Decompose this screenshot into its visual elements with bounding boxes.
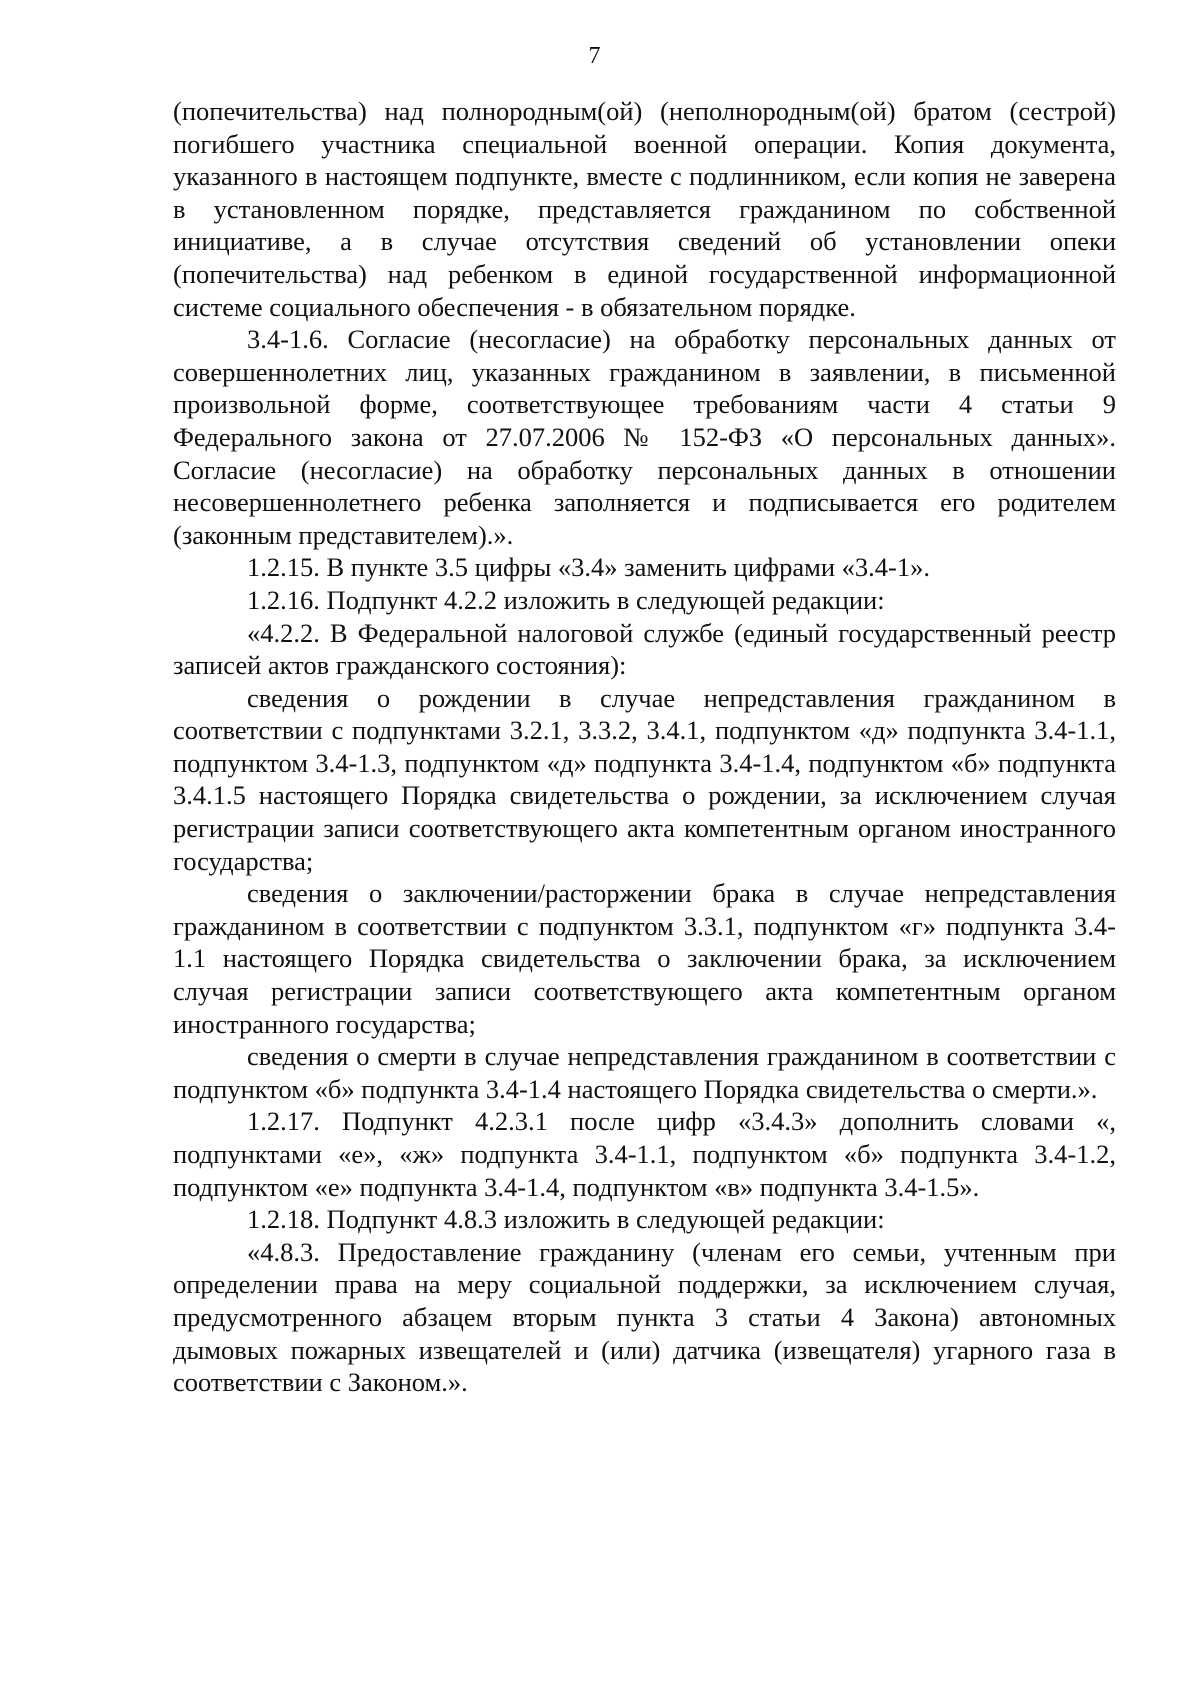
paragraph-1-2-16: 1.2.16. Подпункт 4.2.2 изложить в следующей редакции: — [247, 584, 885, 615]
page-number: 7 — [588, 43, 601, 69]
paragraph-marriage-info: сведения о заключении/расторжении брака в случае непредставления гражданином в соответствии с подпунктом 3.3.1, подпунктом «г» подпункта 3.4-1.1 настоящего Порядка свидетельства о заключении брака, за исключением случая регистрации записи соответствующего акта компетентным органом иностранного государства; — [173, 878, 1116, 1039]
paragraph-4-2-2: «4.2.2. В Федеральной налоговой службе (единый государственный реестр записей актов гражданского состояния): — [173, 617, 1116, 681]
paragraph-1-2-17: 1.2.17. Подпункт 4.2.3.1 после цифр «3.4.3» дополнить словами «, подпунктами «е», «ж» подпункта 3.4-1.1, подпунктом «б» подпункта 3.4-1.2, подпунктом «е» подпункта 3.4-1.4, подпунктом «в» подпункта 3.4-1.5». — [173, 1106, 1116, 1202]
paragraph-1-2-18: 1.2.18. Подпункт 4.8.3 изложить в следующей редакции: — [247, 1204, 885, 1235]
document-body — [173, 95, 1116, 1399]
paragraph-death-info: сведения о смерти в случае непредставления гражданином в соответствии с подпунктом «б» подпункта 3.4-1.4 настоящего Порядка свидетельства о смерти.». — [173, 1041, 1116, 1104]
paragraph-4-8-3: «4.8.3. Предоставление гражданину (членам его семьи, учтенным при определении права на меру социальной поддержки, за исключением случая, предусмотренного абзацем вторым пункта 3 статьи 4 Закона) автономных дымовых пожарных извещателей и (или) датчика (извещателя) угарного газа в соответствии с Законом.». — [173, 1236, 1116, 1398]
paragraph-1-2-15: 1.2.15. В пункте 3.5 цифры «3.4» заменить цифрами «3.4-1». — [247, 552, 930, 583]
paragraph-continuation: (попечительства) над полнородным(ой) (неполнородным(ой) братом (сестрой) погибшего участника специальной военной операции. Копия документа, указанного в настоящем подпункте, вместе с подлинником, если копия не заверена в установленном порядке, представляется гражданином по собственной инициативе, а в случае отсутствия сведений об установлении опеки (попечительства) над ребенком в единой государственной информационной системе социального обеспечения - в обязательном порядке. — [173, 96, 1116, 322]
paragraph-birth-info: сведения о рождении в случае непредставления гражданином в соответствии с подпунктами 3.2.1, 3.3.2, 3.4.1, подпунктом «д» подпункта 3.4-1.1, подпунктом 3.4-1.3, подпунктом «д» подпункта 3.4-1.4, подпунктом «б» подпункта 3.4.1.5 настоящего Порядка свидетельства о рождении, за исключением случая регистрации записи соответствующего акта компетентным органом иностранного государства; — [173, 682, 1116, 876]
paragraph-consent: 3.4-1.6. Согласие (несогласие) на обработку персональных данных от совершеннолетних лиц, указанных гражданином в заявлении, в письменной произвольной форме, соответствующее требованиям части 4 статьи 9 Федерального закона от 27.07.2006 № 152-ФЗ «О персональных данных». Согласие (несогласие) на обработку персональных данных в отношении несовершеннолетнего ребенка заполняется и подписывается его родителем (законным представителем).». — [173, 324, 1116, 550]
